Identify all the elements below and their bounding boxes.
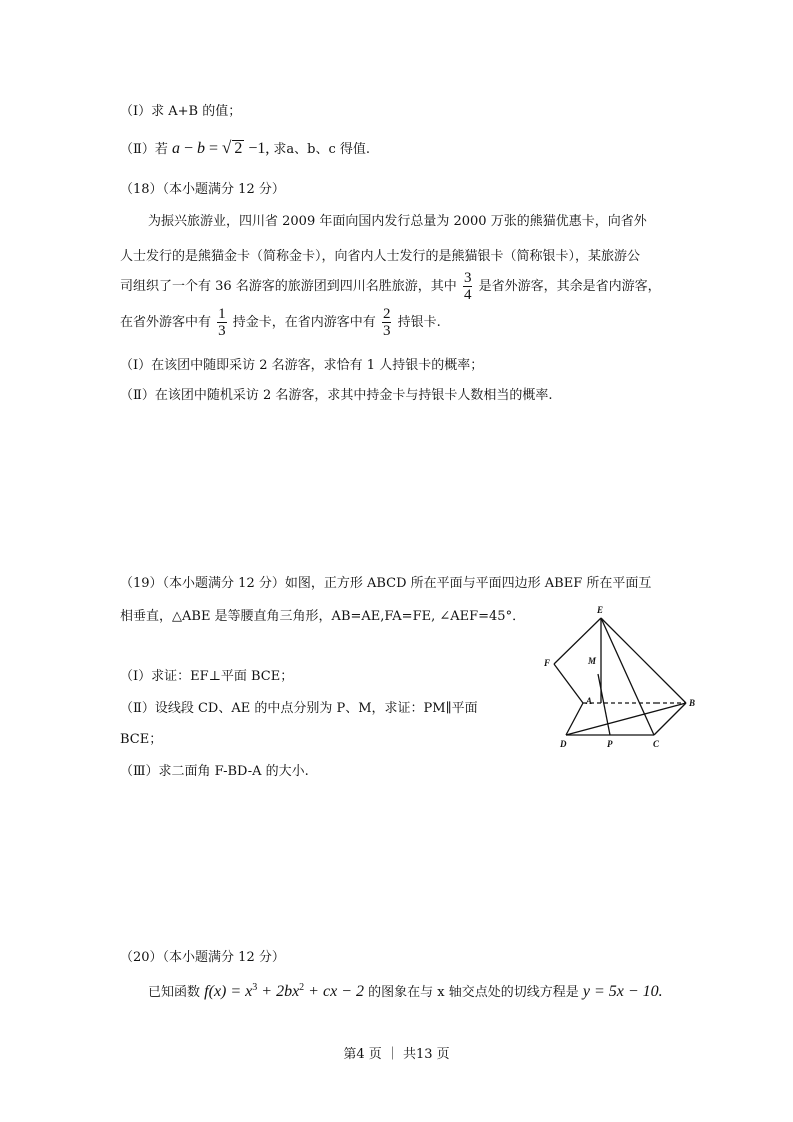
- term-2bx: + 2bx: [257, 983, 300, 1000]
- q18-line4-c: 持银卡.: [397, 315, 441, 330]
- label-f: F: [544, 658, 551, 668]
- function-expression: [204, 983, 364, 1000]
- equation-tail: −1,: [244, 140, 270, 157]
- q18-line3-b: 是省外游客，其余是省内游客，: [478, 279, 661, 294]
- q18-part2: （Ⅱ）在该团中随机采访 2 名游客，求其中持金卡与持银卡人数相当的概率.: [120, 388, 553, 403]
- label-e: E: [597, 605, 604, 615]
- q19-part1: （Ⅰ）求证：EF⊥平面 BCE；: [120, 669, 294, 684]
- frac1-numerator: 3: [463, 270, 472, 286]
- exponent-2: 2: [299, 982, 305, 993]
- q18-line4-a: 在省外游客中有: [120, 315, 212, 330]
- label-b: B: [689, 698, 696, 708]
- q18-line1: 为振兴旅游业，四川省 2009 年面向国内发行总量为 2000 万张的熊猫优惠卡，向省外: [148, 214, 647, 229]
- q17-part2-prefix: （Ⅱ）若: [120, 142, 168, 157]
- q18-header: （18）（本小题满分 12 分）: [120, 182, 285, 197]
- q18-line3-a: 司组织了一个有 36 名游客的旅游团到四川名胜旅游，其中: [120, 279, 457, 294]
- minus-sign: −: [179, 140, 198, 157]
- edge-eb: [601, 618, 686, 703]
- q19-part2-a: （Ⅱ）设线段 CD、AE 的中点分别为 P、M，求证：PM∥平面: [120, 701, 478, 716]
- edge-fa: [554, 664, 583, 703]
- q17-part2: [120, 138, 370, 158]
- q18-line4-b: 持金卡，在省内游客中有: [232, 315, 376, 330]
- q20-line1-a: 已知函数: [148, 985, 201, 1000]
- q20-line1-b: 的图象在与 x 轴交点处的切线方程是: [368, 985, 579, 1000]
- var-b: b: [197, 140, 206, 157]
- edge-ec: [601, 618, 654, 735]
- q18-line3: [120, 270, 661, 303]
- diagonal-db: [566, 703, 686, 735]
- exponent-3: 3: [252, 982, 258, 993]
- q17-part1: （Ⅰ）求 A+B 的值；: [120, 104, 242, 119]
- q18-line2: 人士发行的是熊猫金卡（简称金卡），向省内人士发行的是熊猫银卡（简称银卡），某旅游公: [120, 249, 641, 264]
- fraction-two-thirds: [382, 306, 392, 339]
- frac1-denominator: 4: [463, 287, 472, 303]
- fraction-one-third: [217, 306, 227, 339]
- q20-line1: [148, 981, 663, 1001]
- func-f: f: [204, 983, 209, 1000]
- edge-ad: [566, 703, 583, 735]
- tangent-equation: y = 5x − 10.: [582, 983, 663, 1000]
- label-p: P: [607, 739, 613, 749]
- func-x: (x) = x: [208, 983, 253, 1000]
- q17-part2-equation: [172, 140, 273, 157]
- q18-line4: [120, 306, 441, 339]
- var-a: a: [171, 140, 180, 157]
- q17-part2-ask: 求a、b、c 得值.: [273, 142, 371, 157]
- sqrt-radicand: 2: [234, 140, 243, 157]
- label-c: C: [653, 739, 660, 749]
- q19-part3: （Ⅲ）求二面角 F-BD-A 的大小.: [120, 764, 309, 779]
- frac2-numerator: 1: [218, 306, 226, 322]
- q20-header: （20）（本小题满分 12 分）: [120, 950, 285, 965]
- q18-part1: （Ⅰ）在该团中随即采访 2 名游客，求恰有 1 人持银卡的概率；: [120, 358, 484, 373]
- q19-line1: （19）（本小题满分 12 分）如图，正方形 ABCD 所在平面与平面四边形 ABEF 所在平面互: [120, 576, 652, 591]
- page-footer: 第4 页 ｜ 共13 页: [343, 1047, 450, 1062]
- term-cx: + cx − 2: [304, 983, 364, 1000]
- equals-sign: =: [205, 140, 223, 157]
- frac3-denominator: 3: [382, 323, 391, 339]
- sqrt-icon: √: [222, 138, 232, 157]
- geometry-figure: [536, 602, 708, 752]
- fraction-three-quarters: [463, 270, 473, 303]
- frac3-numerator: 2: [382, 306, 391, 322]
- frac2-denominator: 3: [218, 323, 226, 339]
- q19-line2: 相垂直，△ABE 是等腰直角三角形，AB=AE,FA=FE, ∠AEF=45°．: [120, 609, 526, 624]
- label-m: M: [588, 656, 597, 666]
- label-a: A: [586, 696, 593, 706]
- q19-part2-b: BCE；: [120, 732, 163, 747]
- label-d: D: [560, 739, 567, 749]
